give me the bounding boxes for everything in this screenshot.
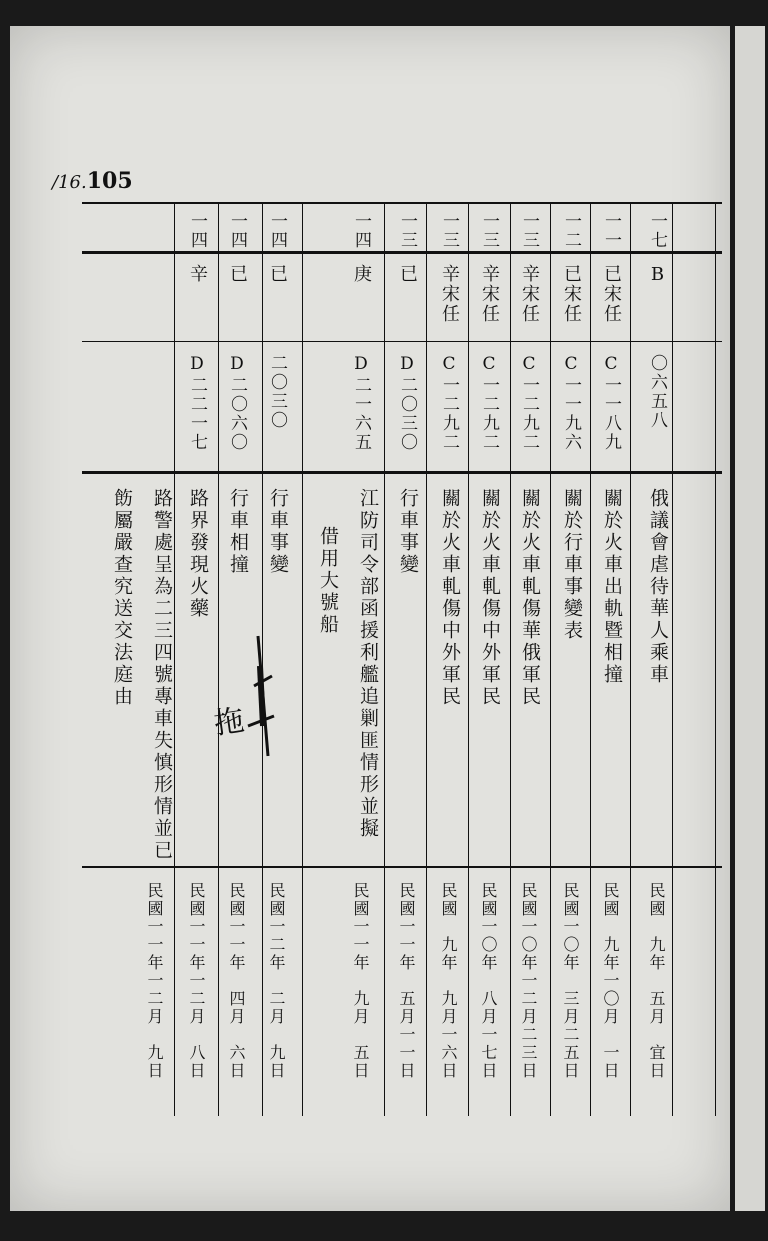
row-3-code: 辛宋任 — [519, 264, 540, 324]
row-6-date: 民國一一年 五月一一日 — [397, 882, 416, 1080]
row-6-id: D二〇三〇 — [397, 354, 417, 452]
table-rule-vertical — [630, 202, 631, 1116]
row-5-id: C一二九二 — [439, 354, 459, 452]
row-7-num: 一四 — [351, 212, 371, 250]
row-5-code: 辛宋任 — [439, 264, 460, 324]
row-11-subject2: 飭屬嚴查究送交法庭由 — [111, 488, 133, 708]
row-9-num: 一四 — [227, 212, 247, 250]
row-5-subject: 關於火車軋傷中外軍民 — [439, 488, 461, 708]
row-0-num: 一七 — [647, 212, 667, 250]
table-rule-horizontal — [82, 251, 722, 254]
row-8-id: 二〇三〇 — [267, 354, 287, 430]
row-9-date: 民國一一年 四月 六日 — [227, 882, 246, 1080]
table-rule-vertical — [510, 202, 511, 1116]
row-6-code: 已 — [397, 264, 418, 284]
row-10-num: 一四 — [187, 212, 207, 250]
table-rule-vertical — [384, 202, 385, 1116]
row-7-id: D二一六五 — [351, 354, 371, 452]
table-rule-vertical — [550, 202, 551, 1116]
table-rule-vertical — [672, 202, 673, 1116]
table-rule-horizontal — [82, 471, 722, 474]
row-7-subject2: 借用大號船 — [317, 526, 339, 636]
row-1-date: 民國 九年一〇月 一日 — [601, 882, 620, 1080]
row-7-date: 民國一一年 九月 五日 — [351, 882, 370, 1080]
row-5-date: 民國 九年 九月一六日 — [439, 882, 458, 1080]
table-rule-horizontal — [82, 202, 722, 204]
row-7-code: 庚 — [351, 264, 372, 284]
table-rule-vertical — [262, 202, 263, 1116]
row-6-subject: 行車事變 — [397, 488, 419, 576]
row-2-num: 一二 — [561, 212, 581, 250]
table-rule-vertical — [590, 202, 591, 1116]
row-9-subject: 行車相撞 — [227, 488, 249, 576]
next-page-edge — [735, 26, 765, 1211]
row-4-subject: 關於火車軋傷中外軍民 — [479, 488, 501, 708]
row-8-date: 民國一二年 二月 九日 — [267, 882, 286, 1080]
table-rule-horizontal — [82, 866, 722, 868]
table-rule-vertical — [715, 202, 716, 1116]
row-8-num: 一四 — [267, 212, 287, 250]
row-4-id: C一二九二 — [479, 354, 499, 452]
table-rule-horizontal — [82, 341, 722, 342]
row-1-id: C一一八九 — [601, 354, 621, 452]
row-0-subject: 俄議會虐待華人乘車 — [647, 488, 669, 686]
table-rule-vertical — [218, 202, 219, 1116]
row-7-subject: 江防司令部函援利艦追剿匪情形並擬 — [357, 488, 379, 840]
row-10-id: D二二一七 — [187, 354, 207, 452]
row-3-id: C一二九二 — [519, 354, 539, 452]
row-10-subject: 路界發現火藥 — [187, 488, 209, 620]
row-8-subject: 行車事變 — [267, 488, 289, 576]
row-2-date: 民國一〇年 三月二五日 — [561, 882, 580, 1080]
table-rule-vertical — [426, 202, 427, 1116]
row-0-code: B — [647, 264, 668, 287]
row-4-code: 辛宋任 — [479, 264, 500, 324]
handwritten-note: 拖 — [205, 703, 246, 741]
table-rule-vertical — [468, 202, 469, 1116]
row-4-date: 民國一〇年 八月一七日 — [479, 882, 498, 1080]
page-mark: /16. — [52, 172, 87, 193]
table-rule-vertical — [302, 202, 303, 1116]
row-8-code: 已 — [267, 264, 288, 284]
page-number: /16.105 — [52, 168, 133, 194]
row-11-subject: 路警處呈為二三四號專車失慎形情並已 — [151, 488, 173, 862]
row-4-num: 一三 — [479, 212, 499, 250]
row-2-code: 已宋任 — [561, 264, 582, 324]
row-6-num: 一三 — [397, 212, 417, 250]
row-5-num: 一三 — [439, 212, 459, 250]
row-10-date: 民國一一年一二月 八日 — [187, 882, 206, 1080]
row-1-num: 一一 — [601, 212, 621, 250]
row-2-subject: 關於行車事變表 — [561, 488, 583, 642]
row-1-code: 已宋任 — [601, 264, 622, 324]
row-11-date: 民國一一年一二月 九日 — [145, 882, 164, 1080]
row-0-date: 民國 九年 五月 宜日 — [647, 882, 666, 1080]
row-9-code: 已 — [227, 264, 248, 284]
row-0-id: 〇六五八 — [647, 354, 667, 430]
row-3-date: 民國一〇年一二月二三日 — [519, 882, 538, 1080]
row-10-code: 辛 — [187, 264, 208, 284]
row-3-num: 一三 — [519, 212, 539, 250]
document-page — [10, 26, 730, 1211]
row-1-subject: 關於火車出軌暨相撞 — [601, 488, 623, 686]
row-3-subject: 關於火車軋傷華俄軍民 — [519, 488, 541, 708]
row-9-id: D二〇六〇 — [227, 354, 247, 452]
row-2-id: C一一九六 — [561, 354, 581, 452]
table-rule-vertical — [174, 202, 175, 1116]
